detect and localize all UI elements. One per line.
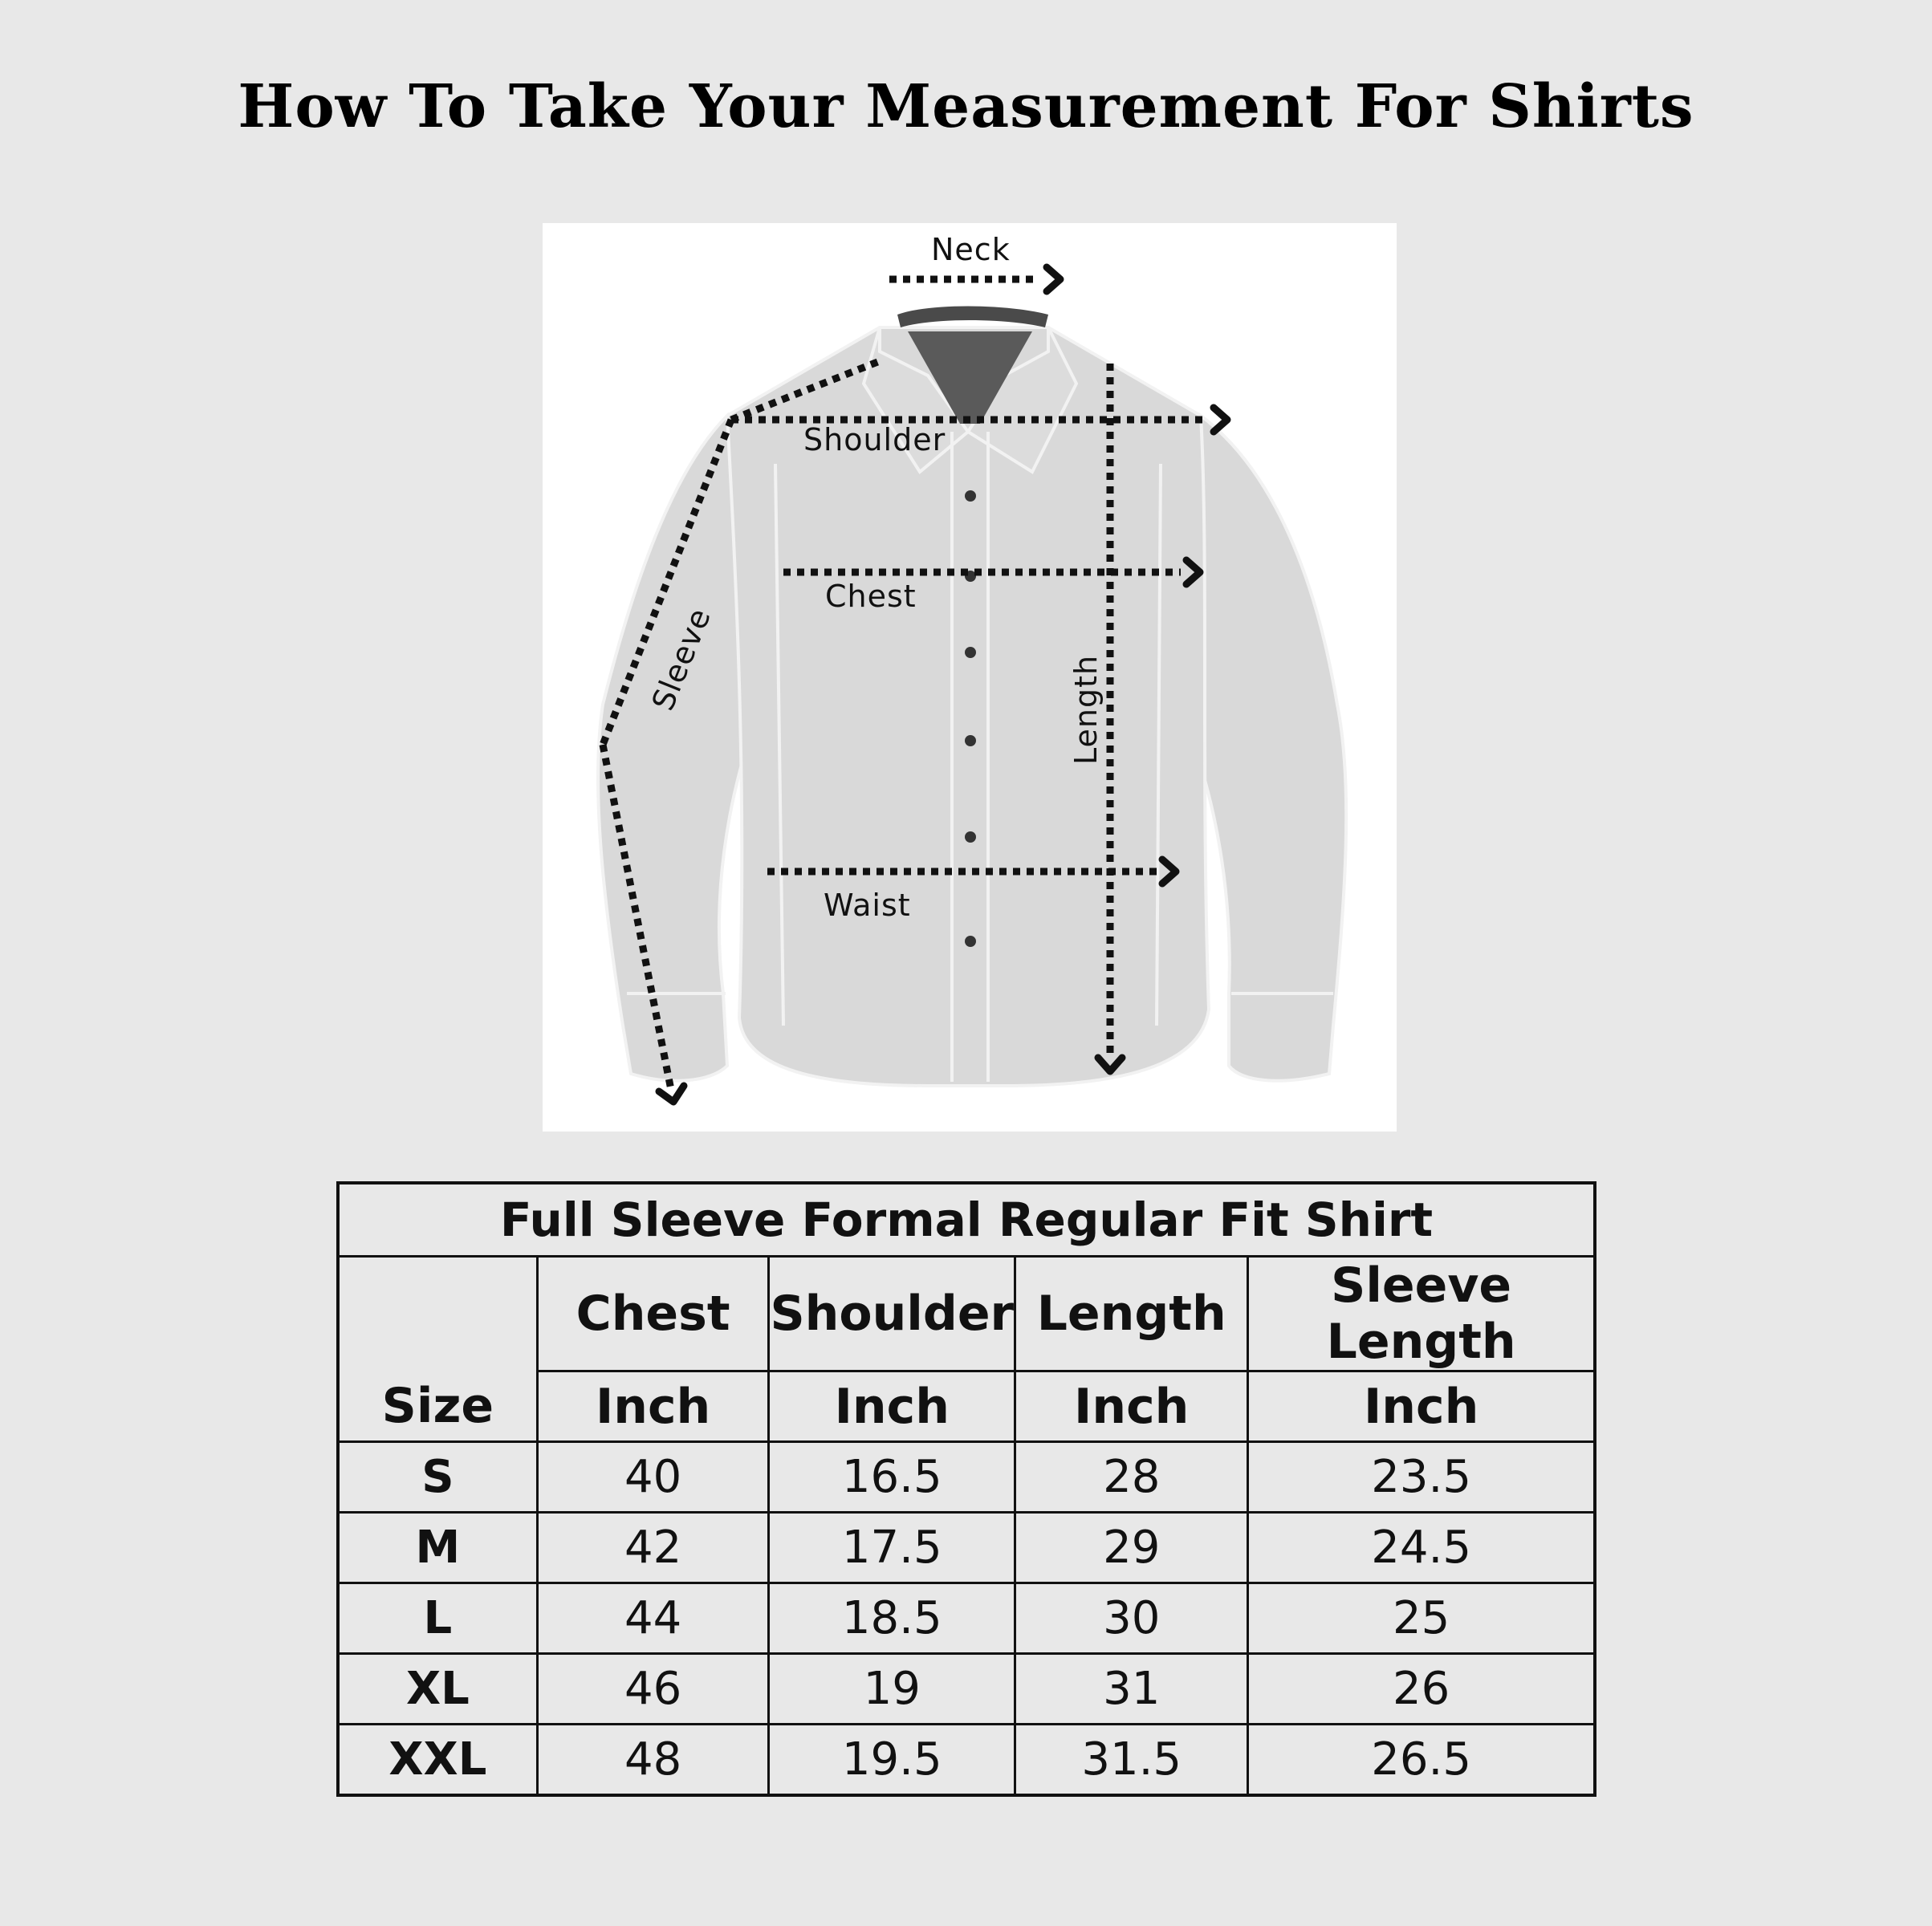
table-row xyxy=(338,1654,1595,1725)
sleeve-length-cell: 23.5 xyxy=(1248,1442,1595,1513)
length-cell: 28 xyxy=(1015,1442,1248,1513)
size-cell: XL xyxy=(338,1654,537,1725)
shirt-diagram-svg xyxy=(543,223,1397,1132)
size-cell: L xyxy=(338,1583,537,1654)
button-dot xyxy=(965,647,976,658)
column-header-chest: Chest xyxy=(537,1257,769,1371)
button-dot xyxy=(965,490,976,502)
size-chart-table xyxy=(336,1181,1596,1797)
size-cell: XXL xyxy=(338,1725,537,1796)
shoulder-cell: 19.5 xyxy=(769,1725,1015,1796)
sleeve-length-cell: 26.5 xyxy=(1248,1725,1595,1796)
length-cell: 30 xyxy=(1015,1583,1248,1654)
shirt-illustration xyxy=(598,327,1346,1086)
length-cell: 29 xyxy=(1015,1513,1248,1583)
neck-label: Neck xyxy=(931,232,1011,267)
sleeve-length-cell: 26 xyxy=(1248,1654,1595,1725)
column-header-shoulder: Shoulder xyxy=(769,1257,1015,1371)
shoulder-cell: 16.5 xyxy=(769,1442,1015,1513)
table-row xyxy=(338,1513,1595,1583)
collar-band xyxy=(897,307,1048,328)
shoulder-arrowhead xyxy=(1214,408,1227,432)
sleeve-arrowhead xyxy=(659,1086,684,1102)
size-header: Size xyxy=(338,1257,537,1442)
unit-shoulder: Inch xyxy=(769,1371,1015,1442)
chest-cell: 40 xyxy=(537,1442,769,1513)
sleeve-length-cell: 25 xyxy=(1248,1583,1595,1654)
button-dot xyxy=(965,831,976,843)
waist-label: Waist xyxy=(824,888,911,923)
table-header-row xyxy=(338,1257,1595,1371)
size-cell: M xyxy=(338,1513,537,1583)
length-cell: 31.5 xyxy=(1015,1725,1248,1796)
table-caption-row xyxy=(338,1183,1595,1257)
shoulder-cell: 17.5 xyxy=(769,1513,1015,1583)
chest-cell: 48 xyxy=(537,1725,769,1796)
table-row xyxy=(338,1442,1595,1513)
size-cell: S xyxy=(338,1442,537,1513)
column-header-sleeve-length: Sleeve Length xyxy=(1248,1257,1595,1371)
table-row xyxy=(338,1725,1595,1796)
chest-cell: 42 xyxy=(537,1513,769,1583)
button-dot xyxy=(965,936,976,947)
chest-cell: 46 xyxy=(537,1654,769,1725)
neck-arrowhead xyxy=(1047,267,1060,291)
sleeve-length-cell: 24.5 xyxy=(1248,1513,1595,1583)
table-row xyxy=(338,1583,1595,1654)
unit-chest: Inch xyxy=(537,1371,769,1442)
page-title: How To Take Your Measurement For Shirts xyxy=(238,72,1694,141)
chest-cell: 44 xyxy=(537,1583,769,1654)
length-label: Length xyxy=(1068,654,1104,765)
shoulder-label: Shoulder xyxy=(803,422,946,457)
unit-length: Inch xyxy=(1015,1371,1248,1442)
chest-label: Chest xyxy=(825,579,917,614)
unit-sleeve-length: Inch xyxy=(1248,1371,1595,1442)
button-dot xyxy=(965,735,976,746)
sleeve-label: Sleeve xyxy=(645,603,718,716)
table-caption: Full Sleeve Formal Regular Fit Shirt xyxy=(338,1183,1595,1257)
length-cell: 31 xyxy=(1015,1654,1248,1725)
shoulder-cell: 18.5 xyxy=(769,1583,1015,1654)
shirt-diagram xyxy=(543,223,1397,1132)
shoulder-cell: 19 xyxy=(769,1654,1015,1725)
column-header-length: Length xyxy=(1015,1257,1248,1371)
